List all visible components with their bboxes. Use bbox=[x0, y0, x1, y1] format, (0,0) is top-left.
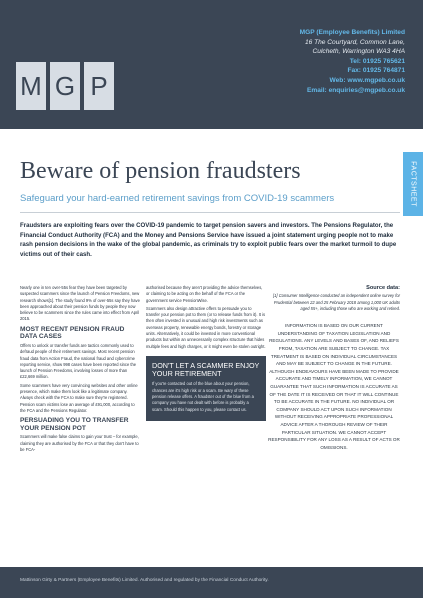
header-banner bbox=[0, 0, 423, 129]
telephone: Tel: 01925 765621 bbox=[349, 57, 405, 65]
column-1 bbox=[20, 285, 140, 455]
heading-recent-fraud-data: MOST RECENT PENSION FRAUD DATA CASES bbox=[20, 325, 125, 341]
column-3 bbox=[268, 285, 400, 451]
col1-paragraph-4: Scammers will make false claims to gain your trust – for example, claiming they are authorised by the FCA or that they don't have to be FCA- bbox=[20, 434, 139, 453]
email-link[interactable]: Email: enquiries@mgpeb.co.uk bbox=[306, 86, 405, 94]
page-title: Beware of pension fraudsters bbox=[20, 158, 301, 184]
logo-letter-p: P bbox=[84, 62, 114, 110]
source-data-body: [1] Consumer Intelligence conducted an independent online survey for Prudential between 22 and 25 February 2018 among 1,000 UK adults aged 55+, including those who are working and retired. bbox=[273, 293, 400, 311]
heading-persuading-transfer: PERSUADING YOU TO TRANSFER YOUR PENSION POT bbox=[20, 417, 129, 432]
divider bbox=[20, 212, 400, 213]
footer-bar bbox=[0, 567, 423, 598]
page-subtitle: Safeguard your hard-earned retirement savings from COVID-19 scammers bbox=[20, 193, 335, 204]
col1-paragraph-3: Some scammers have very convincing websites and other online presence, which make them look like a legitimate company. Always check with the FCA to make sure they're registered. Pension scam victims lose an average of £91,000, according to the FCA and the Pensions Regulator. bbox=[20, 382, 138, 413]
disclaimer: INFORMATION IS BASED ON OUR CURRENT UNDERSTANDING OF TAXATION LEGISLATION AND REGULATIONS. ANY LEVELS AND BASES OF, AND RELIEFS FROM, TAXATION ARE SUBJECT TO CHANGE. TAX TREATMENT IS BASED ON INDIVIDUAL CIRCUMSTANCES AND MAY BE SUBJECT TO CHANGE IN THE FUTURE. ALTHOUGH ENDEAVOURS HAVE BEEN MADE TO PROVIDE ACCURATE AND TIMELY INFORMATION, WE CANNOT GUARANTEE THAT SUCH INFORMATION IS ACCURATE AS OF THE DATE IT IS RECEIVED OR THAT IT WILL CONTINUE TO BE ACCURATE IN THE FUTURE. NO INDIVIDUAL OR COMPANY SHOULD ACT UPON SUCH INFORMATION WITHOUT RECEIVING APPROPRIATE PROFESSIONAL ADVICE AFTER A THOROUGH REVIEW OF THEIR PARTICULAR SITUATION. WE CANNOT ACCEPT RESPONSIBILITY FOR ANY LOSS AS A RESULT OF ACTS OR OMISSIONS. bbox=[268, 323, 400, 450]
callout-title: DON'T LET A SCAMMER ENJOY YOUR RETIREMENT bbox=[152, 360, 260, 379]
footer-text: Mattinson Girty & Partners (Employee Benefits) Limited. Authorised and regulated by the Financial Conduct Authority. bbox=[20, 578, 269, 583]
mgp-logo bbox=[16, 62, 114, 110]
website-link[interactable]: Web: www.mgpeb.co.uk bbox=[329, 76, 405, 84]
col1-paragraph-1: Nearly one in ten over-55s fear they have been targeted by suspected scammers since the launch of Pension Freedoms, new research shows[1]. The study found 9% of over-55s say they have been approached about their pension funds by people they now believe to be scammers since the rules came into effect from April 2015. bbox=[20, 285, 140, 322]
intro-paragraph: Fraudsters are exploiting fears over the COVID-19 pandemic to target pension savers and investors. The Pensions Regulator, the Financial Conduct Authority (FCA) and the Money and Pensions Service have issued a joint statement urging people not to make rash pension decisions in the wake of the global pandemic, as criminals try to exploit public fears over the market turmoil to dupe victims out of their cash. bbox=[20, 222, 397, 258]
factsheet-label: FACTSHEET bbox=[409, 161, 417, 207]
col2-paragraph-1: authorised because they aren't providing the advice themselves, or claiming to be acting on the behalf of the FCA or the government service PensionWise. bbox=[146, 285, 263, 303]
firm-name: MGP (Employee Benefits) Limited bbox=[299, 29, 405, 36]
column-2 bbox=[146, 285, 266, 421]
address-line-2: Culcheth, Warrington WA3 4HA bbox=[312, 48, 405, 56]
factsheet-tab bbox=[403, 152, 423, 216]
col2-paragraph-2: Scammers also design attractive offers to persuade you to transfer your pension pot to them (or to release funds from it). It is then often invested in unusual and high risk investments such as overseas property, renewable energy bonds, forestry or storage units. Alternatively, it could be invested in more conventional products but within an unnecessarily complex structure that hides multiple fees and high charges, or it might even be stolen outright. bbox=[146, 305, 266, 349]
contact-block bbox=[300, 28, 405, 95]
col1-paragraph-2: Offers to unlock or transfer funds are tactics commonly used to defraud people of their retirement savings. Most recent pension fraud data from Action Fraud, the national fraud and cybercrime reporting service, show 998 cases have been reported since the launch of Pension Freedoms, involving losses of more than £22,669 million. bbox=[20, 342, 137, 380]
source-data-title: Source data: bbox=[366, 285, 400, 291]
logo-letter-m: M bbox=[16, 62, 46, 110]
logo-letter-g: G bbox=[50, 62, 80, 110]
scammer-callout-box bbox=[146, 356, 266, 421]
callout-text: If you're contacted out of the blue about your pension, chances are it's high risk or a scam. Be wary of these pension release offers. A fraudster out of the blue from a company you have not dealt with before is probably a scam. Should this happen to you, please contact us. bbox=[152, 381, 254, 412]
address-line-1: 16 The Courtyard, Common Lane, bbox=[304, 38, 405, 46]
fax: Fax: 01925 764871 bbox=[347, 67, 405, 75]
